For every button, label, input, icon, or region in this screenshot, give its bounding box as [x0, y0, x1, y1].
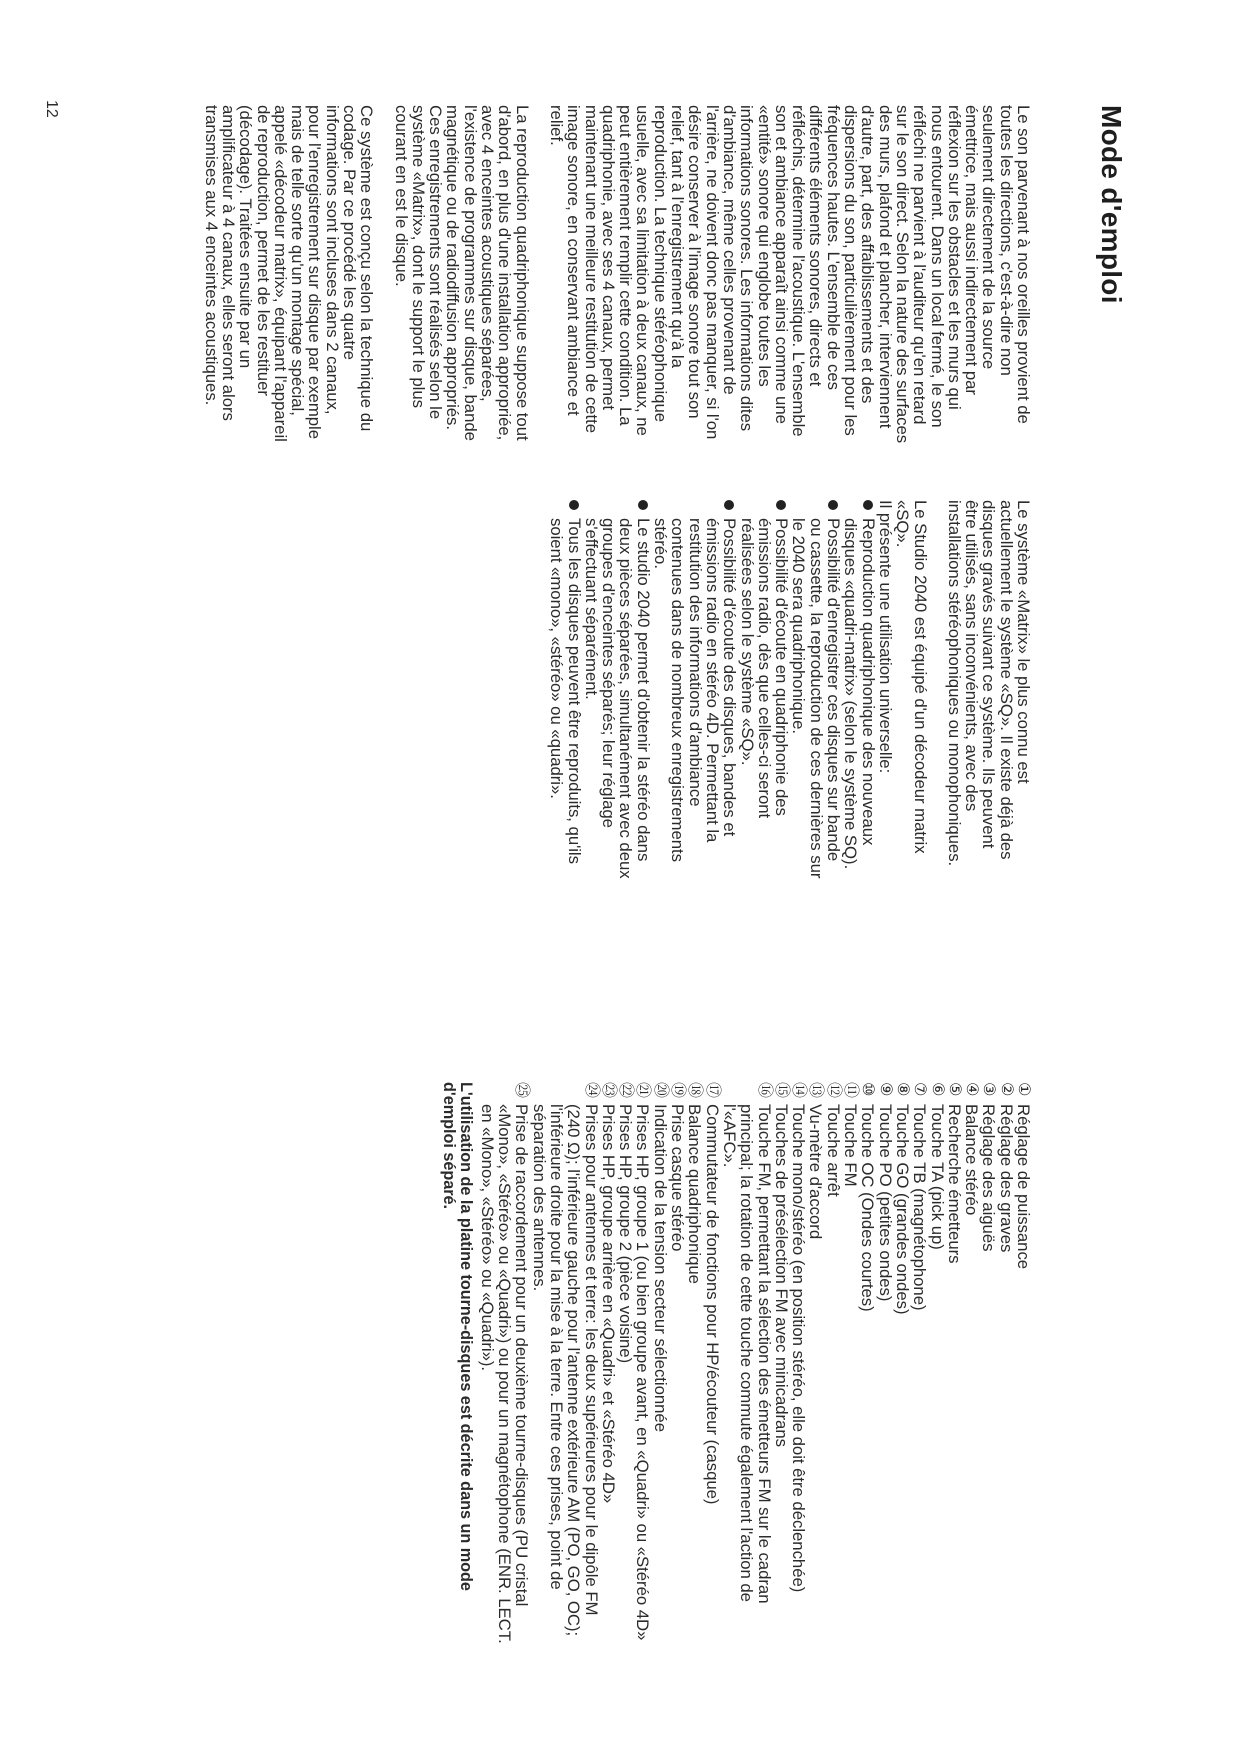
control-label: Commutateur de fonctions pour HP/écouteur (casque) — [702, 1104, 722, 1505]
feature-item — [842, 500, 877, 880]
control-number: ⑮ — [772, 1082, 790, 1098]
control-number: ① — [1015, 1082, 1032, 1097]
paragraph-quadri-requirements: La reproduction quadriphonique suppose tout d'abord, en plus d'une installation appropriée, avec 4 enceintes acoustiques séparées, l'existence de programmes sur disque, bande magnétique ou de radiodiffusion appropriés. Ces enregistrements sont réalisés selon le système «Matrix», dont le support le plus courant en est le disque. — [391, 105, 532, 441]
control-label: Indication de la tension secteur sélectionnée — [650, 1104, 670, 1433]
feature-text: Reproduction quadriphonique des nouveaux disques «quadri-matrix» (selon le système SQ). — [841, 518, 878, 870]
features-column — [548, 500, 1032, 880]
control-number: ㉓ — [599, 1082, 617, 1098]
control-label: Prises HP, groupe 2 (pièce voisine) — [616, 1104, 636, 1364]
control-item — [686, 1082, 703, 1652]
control-item — [721, 1082, 773, 1652]
controls-list — [479, 1082, 1033, 1652]
control-number: ⑤ — [945, 1082, 963, 1097]
control-label: Prises HP, groupe arrière en «Quadri» et «Stéréo 4D» — [598, 1104, 618, 1504]
control-label: Touche GO (grandes ondes) — [892, 1104, 912, 1315]
page-number: 12 — [43, 100, 60, 118]
feature-item — [583, 500, 652, 880]
control-number: ⑰ — [703, 1082, 721, 1098]
paragraph-acoustics: Le son parvenant à nos oreilles provient de toutes les directions, c'est-à-dire non seulement directement de la source émettrice, mais aussi indirectement par réflexion sur les obstacles et les murs qui nous entourent. Dans un local fermé, le son réfléchi ne parvient à l'auditeur qu'en retard sur le son direct. Selon la nature des surfaces des murs, plafond et plancher, interviennent d'autre, part, des affaiblissements et des dispersions du son, particulièrement pour les fréquences hautes. L'ensemble de ces différents éléments sonores, directs et réfléchis, détermine l'acoustique. L'ensemble son et ambiance apparaît ainsi comme une «entité» sonore qui englobe toutes les informations sonores. Les informations dites d'ambiance, même celles provenant de l'arrière, ne doivent donc pas manquer, si l'on désire conserver à l'image sonore tout son relief, tant à l'enregistrement qu'à la reproduction. La technique stéréophonique usuelle, avec sa limitation à deux canaux, ne peut entièrement remplir cette condition. La quadriphonie, avec ses 4 canaux, permet maintenant une meilleure restitution de cette image sonore, en conservant ambiance et relief. — [546, 105, 1033, 444]
bullet-icon — [638, 500, 648, 510]
control-item — [790, 1082, 807, 1652]
control-label: Touche PO (petites ondes) — [875, 1104, 895, 1302]
feature-text: Tous les disques peuvent être reproduits, qu'ils soient «mono», «stéréo» ou «quadri». — [547, 518, 584, 864]
control-item — [530, 1082, 599, 1652]
control-number: ③ — [980, 1082, 998, 1097]
control-item — [669, 1082, 686, 1652]
paragraph-sq-system: Le système «Matrix» le plus connu est actuellement le système «SQ». Il existe déjà des disques gravés suivant ce système. Ils peuvent être utilisés, sans inconvénients, avec des installations stéréophoniques ou monophoniques. — [944, 500, 1033, 867]
control-item — [651, 1082, 668, 1652]
control-item — [876, 1082, 893, 1652]
feature-text: Le studio 2040 permet d'obtenir la stéréo dans deux pièces séparées, simultanément avec deux groupes d'enceintes séparés; leur réglage s'effectuant séparément. — [581, 518, 653, 879]
paragraph-matrix-coding: Ce système est conçu selon la technique du codage. Par ce procédé les quatre informations sont incluses dans 2 canaux, pour l'enregistrement sur disque par exemple mais de telle sorte qu'un montage spécial, appelé «décodeur matrix», équipant l'appareil de reproduction, permet de les restituer (décodage). Traitées ensuite par un amplificateur à 4 canaux, elles seront alors transmises aux 4 enceintes acoustiques. — [201, 105, 377, 442]
control-number: ㉒ — [617, 1082, 635, 1098]
control-number: ㉑ — [634, 1082, 652, 1098]
controls-column — [440, 1082, 1032, 1652]
control-number: ⑲ — [669, 1082, 687, 1098]
control-label: Réglage de puissance — [1014, 1104, 1033, 1270]
control-number: ⑫ — [824, 1082, 842, 1098]
control-label: Prise de raccordement pour un deuxième tourne-disques (PU cristal «Mono», «Stéréo» ou «Quadri») ou pour un magnétophone (ENR. LECT. en «Mono», «Stéréo» ou «Quadri»). — [477, 1104, 532, 1644]
control-label: Touche mono/stéréo (en position stéréo, elle doit être déclenchée) — [789, 1104, 809, 1593]
control-item — [703, 1082, 720, 1652]
control-item — [963, 1082, 980, 1652]
feature-item — [790, 500, 842, 880]
control-number: ⑥ — [928, 1082, 946, 1097]
control-number: ⑨ — [876, 1082, 894, 1097]
control-label: Vu-mètre d'accord — [806, 1104, 826, 1240]
feature-text: Possibilité d'écoute des disques, bandes et émissions radio en stéréo 4D. Permettant la restitution des informations d'ambiance contenues dans de nombreux enregistrements stéréo. — [651, 518, 740, 862]
control-item — [894, 1082, 911, 1652]
control-number: ② — [997, 1082, 1015, 1097]
turntable-note: L'utilisation de la platine tourne-disques est décrite dans un mode d'emploi séparé. — [440, 1082, 476, 1591]
control-number: ⑯ — [755, 1082, 773, 1098]
control-number: ⑧ — [893, 1082, 911, 1097]
control-number: ⑱ — [686, 1082, 704, 1098]
control-label: Touche FM — [841, 1104, 861, 1187]
control-item — [997, 1082, 1014, 1652]
control-number: ④ — [963, 1082, 981, 1097]
control-label: Touches de présélection FM avec minicadrans — [771, 1104, 791, 1447]
control-label: Prise casque stéréo — [668, 1104, 688, 1252]
control-item — [479, 1082, 531, 1652]
control-number: ⑬ — [807, 1082, 825, 1098]
paragraph-universal-use: Il présente une utilisation universelle: — [875, 500, 895, 774]
control-number: ⑩ — [859, 1082, 877, 1097]
control-number: ⑪ — [842, 1082, 860, 1098]
control-number: ⑭ — [790, 1082, 808, 1098]
control-label: Touche FM, permettant la sélection des émetteurs FM sur le cadran principal; la rotation de cette touche commute également l'action de l'«AFC». — [719, 1104, 774, 1604]
control-item — [842, 1082, 859, 1652]
control-label: Touche OC (Ondes courtes) — [858, 1104, 878, 1312]
control-label: Prises HP, groupe 1 (ou bien groupe avant, en «Quadri» ou «Stéréo 4D» — [633, 1104, 653, 1641]
control-label: Balance stéréo — [962, 1104, 982, 1216]
control-label: Touche TB (magnétophone) — [910, 1104, 930, 1311]
control-item — [946, 1082, 963, 1652]
bullet-icon — [776, 500, 786, 510]
page-title: Mode d'emploi — [1096, 105, 1127, 304]
bullet-icon — [724, 500, 734, 510]
control-label: Touche arrêt — [823, 1104, 843, 1197]
feature-item — [738, 500, 790, 880]
feature-text: Possibilité d'écoute en quadriphonie des émissions radio, dès que celles-ci seront réalisées selon le système «SQ». — [737, 518, 792, 819]
intro-column — [202, 105, 1032, 445]
feature-text: Possibilité d'enregistrer ces disques sur bande ou cassette, la reproduction de ces dernières sur le 2040 sera quadriphonique. — [789, 518, 844, 879]
feature-item — [652, 500, 738, 880]
control-item — [980, 1082, 997, 1652]
control-label: Prises pour antennes et terre: les deux supérieures pour le dipôle FM (240 Ω); l'inférieure gauche pour l'antenne extérieure AM (PO, GO, OC); l'inférieure droite pour la mise à la terre. Entre ces prises, point de séparation des antennes. — [529, 1104, 601, 1637]
control-label: Réglage des aiguës — [979, 1104, 999, 1252]
control-item — [807, 1082, 824, 1652]
control-label: Touche TA (pick up) — [927, 1104, 947, 1250]
control-number: ⑦ — [911, 1082, 929, 1097]
control-label: Balance quadriphonique — [685, 1104, 705, 1284]
control-item — [600, 1082, 617, 1652]
control-item — [824, 1082, 841, 1652]
control-number: ⑳ — [651, 1082, 669, 1098]
control-item — [773, 1082, 790, 1652]
control-item — [1015, 1082, 1032, 1652]
control-number: ㉕ — [513, 1082, 531, 1098]
feature-item — [548, 500, 583, 880]
bullet-icon — [569, 500, 579, 510]
control-number: ㉔ — [582, 1082, 600, 1098]
control-item — [928, 1082, 945, 1652]
control-item — [911, 1082, 928, 1652]
paragraph-studio-decoder: Le Studio 2040 est équipé d'un décodeur matrix «SQ». — [893, 500, 930, 854]
control-label: Réglage des graves — [996, 1104, 1016, 1253]
bullet-icon — [828, 500, 838, 510]
control-label: Recherche émetteurs — [944, 1104, 964, 1264]
control-item — [617, 1082, 634, 1652]
control-item — [859, 1082, 876, 1652]
control-item — [634, 1082, 651, 1652]
bullet-icon — [863, 500, 873, 510]
